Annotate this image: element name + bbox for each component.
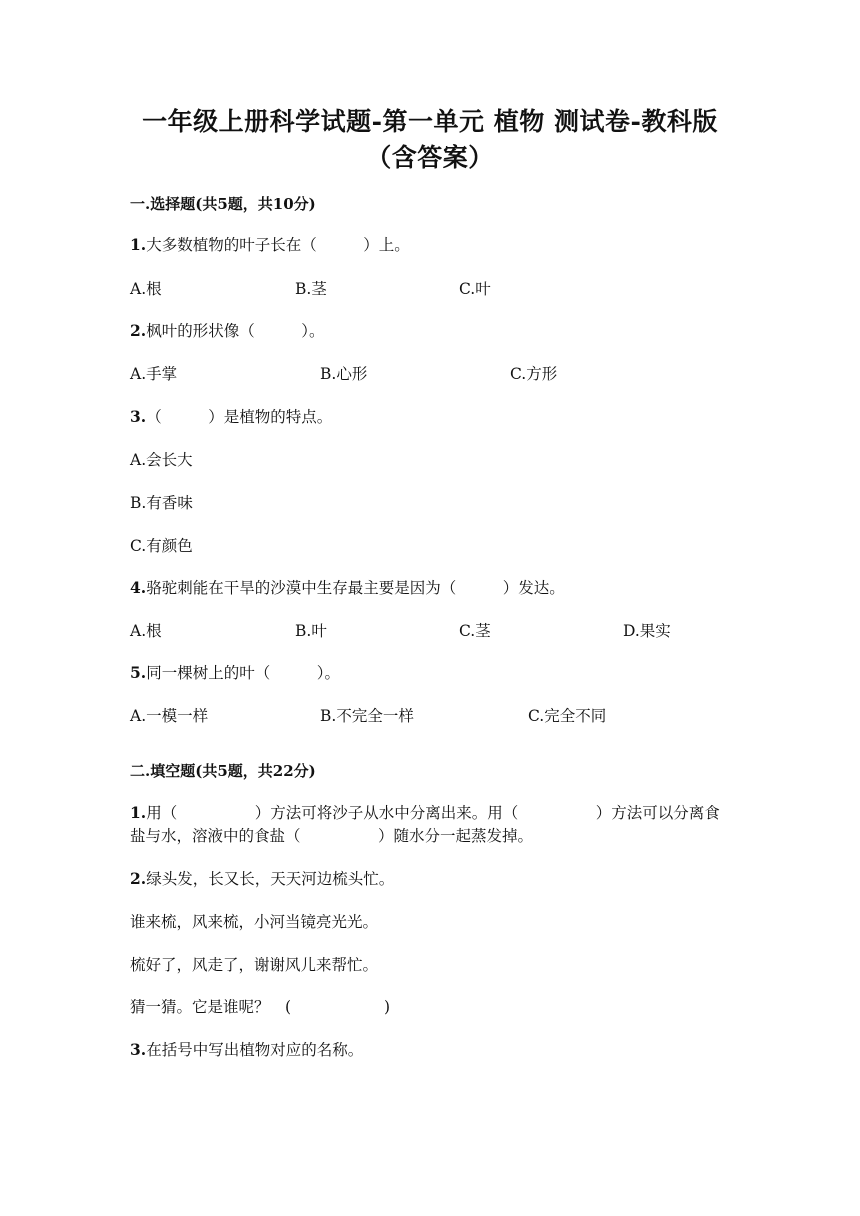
fill-question-1 (130, 801, 730, 848)
option-c: C.方形 (510, 365, 558, 383)
option-b: B.心形 (320, 365, 368, 383)
question-number: 1. (130, 235, 147, 254)
question-5 (130, 662, 340, 684)
option-d: D.果实 (623, 622, 671, 640)
question-number: 4. (130, 578, 147, 597)
riddle-line-4: 猜一猜。它是谁呢？ ( ) (130, 998, 391, 1016)
option-a: A.会长大 (130, 451, 193, 469)
riddle-line-1: 绿头发，长又长，天天河边梳头忙。 (146, 870, 395, 888)
fill-question-2 (130, 868, 394, 890)
option-a: A.根 (130, 622, 162, 640)
question-number: 5. (130, 663, 147, 682)
question-text: 大多数植物的叶子长在（ ）上。 (146, 236, 410, 254)
option-b: B.叶 (295, 622, 327, 640)
option-b: B.茎 (295, 280, 327, 298)
riddle-line-2: 谁来梳，风来梳，小河当镜亮光光。 (130, 913, 379, 931)
question-text: （ ）是植物的特点。 (146, 408, 333, 426)
section-heading-choice: 一.选择题(共5题，共10分) (130, 195, 316, 213)
question-2 (130, 320, 324, 342)
option-c: C.叶 (459, 280, 491, 298)
question-1 (130, 234, 410, 256)
option-b: B.不完全一样 (320, 707, 414, 725)
question-text: 用（ ）方法可将沙子从水中分离出来。用（ ）方法可以分离食盐与水，溶液中的食盐（ ）随水分一起蒸发掉。 (130, 804, 720, 845)
fill-question-3 (130, 1039, 363, 1061)
riddle-line-3: 梳好了，风走了，谢谢风儿来帮忙。 (130, 956, 379, 974)
option-a: A.根 (130, 280, 162, 298)
question-text: 骆驼刺能在干旱的沙漠中生存最主要是因为（ ）发达。 (146, 579, 565, 597)
question-number: 2. (130, 869, 147, 888)
option-c: C.有颜色 (130, 537, 193, 555)
question-text: 在括号中写出植物对应的名称。 (146, 1041, 364, 1059)
section-heading-fill-in: 二.填空题(共5题，共22分) (130, 762, 316, 780)
question-text: 同一棵树上的叶（ ）。 (146, 664, 340, 682)
page-title: 一年级上册科学试题-第一单元 植物 测试卷-教科版（含答案） (142, 107, 718, 172)
option-c: C.完全不同 (528, 707, 607, 725)
option-b: B.有香味 (130, 494, 193, 512)
question-number: 2. (130, 321, 147, 340)
question-3 (130, 406, 332, 428)
question-4 (130, 577, 565, 599)
question-number: 3. (130, 407, 147, 426)
option-a: A.手掌 (130, 365, 178, 383)
question-text: 枫叶的形状像（ ）。 (146, 322, 325, 340)
option-a: A.一模一样 (130, 707, 209, 725)
question-number: 3. (130, 1040, 147, 1059)
option-c: C.茎 (459, 622, 491, 640)
question-number: 1. (130, 803, 147, 822)
